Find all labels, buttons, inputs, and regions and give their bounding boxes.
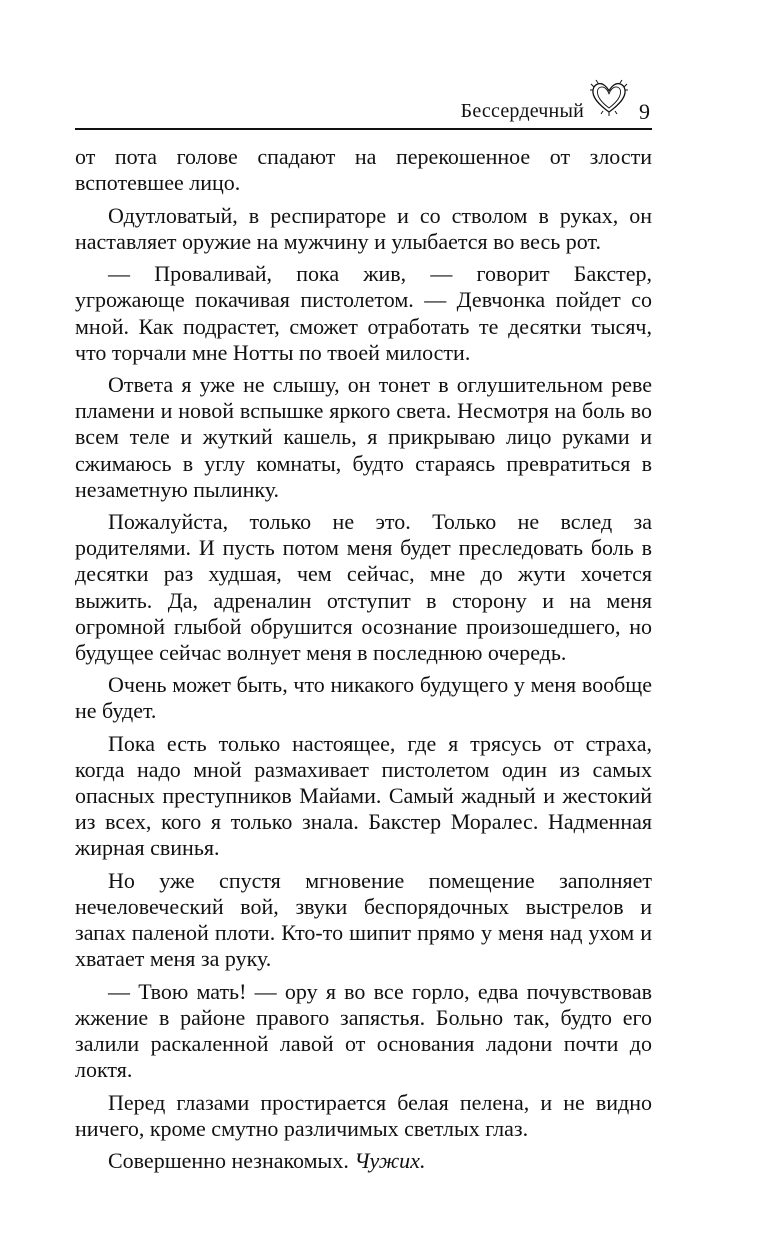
emphasized-word: Чужих.: [354, 1148, 426, 1174]
running-header: [75, 78, 652, 130]
paragraph: Одутловатый, в респираторе и со стволом в руках, он наставляет оружие на мужчину и улыбается во весь рот.: [75, 202, 652, 254]
body-text: [75, 144, 652, 1181]
paragraph: Но уже спустя мгновение помещение заполняет нечеловеческий вой, звуки беспорядочных выстрелов и запах паленой плоти. Кто-то шипит прямо у меня над ухом и хватает меня за руку.: [75, 867, 652, 972]
last-paragraph-text: Совершенно незнакомых.: [108, 1148, 349, 1174]
paragraph: — Проваливай, пока жив, — говорит Бакстер, угрожающе покачивая пистолетом. — Девчонка пойдет со мной. Как подрастет, сможет отработать те десятки тысяч, что торчали мне Нотты по твоей милости.: [75, 261, 652, 365]
paragraph: Пожалуйста, только не это. Только не вслед за родителями. И пусть потом меня будет преследовать боль в десятки раз худшая, чем сейчас, мне до жути хочется выжить. Да, адреналин отступит в сторону и на меня огромной глыбой обрушится осознание произошедшего, но будущее сейчас волнует меня в последнюю очередь.: [75, 509, 652, 665]
paragraph: Очень может быть, что никакого будущего у меня вообще не будет.: [75, 672, 652, 724]
paragraph: — Твою мать! — ору я во все горло, едва почувствовав жжение в районе правого запястья. Больно так, будто его залили раскаленной лавой от основания ладони почти до локтя.: [75, 978, 652, 1083]
paragraph: Перед глазами простирается белая пелена, и не видно ничего, кроме смутно различимых светлых глаз.: [75, 1089, 652, 1141]
running-title: Бессердечный: [460, 100, 584, 122]
heart-icon: [588, 78, 630, 118]
paragraph: Ответа я уже не слышу, он тонет в оглушительном реве пламени и новой вспышке яркого света. Несмотря на боль во всем теле и жуткий кашель, я прикрываю лицо руками и сжимаюсь в углу комнаты, будто стараясь превратиться в незаметную пылинку.: [75, 372, 652, 502]
paragraph: Пока есть только настоящее, где я трясусь от страха, когда надо мной размахивает пистолетом один из самых опасных преступников Майами. Самый жадный и жестокий из всех, кого я только знала. Бакстер Моралес. Надменная жирная свинья.: [75, 730, 652, 861]
paragraph-last: [75, 1148, 652, 1174]
paragraph: от пота голове спадают на перекошенное от злости вспотевшее лицо.: [75, 144, 652, 196]
page-number: 9: [639, 99, 650, 124]
